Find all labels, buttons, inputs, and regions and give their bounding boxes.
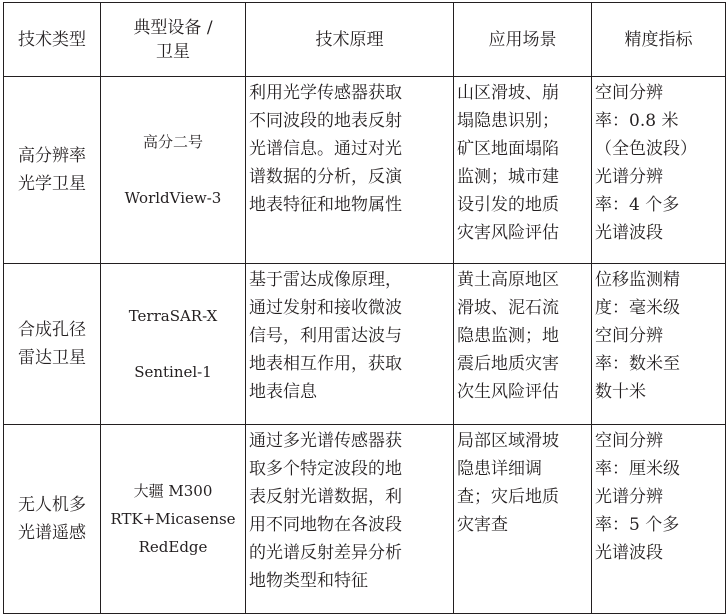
cell-line: 的光谱反射差异分析 — [249, 543, 402, 563]
cell-line: 隐患监测；地 — [457, 326, 559, 346]
cell-line: 大疆 M300 — [133, 482, 213, 500]
cell-line: 设引发的地质 — [457, 195, 559, 215]
cell-line: 高分辨率 — [18, 146, 86, 166]
principle-cell — [246, 264, 454, 425]
cell-line: 空间分辨 — [595, 83, 663, 103]
header-line: 精度指标 — [624, 29, 693, 50]
device-cell — [101, 77, 246, 264]
cell-line: 率：5 个多 — [595, 515, 680, 535]
cell-line: 不同波段的地表反射 — [249, 111, 402, 131]
cell-line: 灾害风险评估 — [457, 223, 559, 243]
cell-line: 地表特征和地物属性 — [249, 195, 402, 215]
precision-cell — [592, 264, 726, 425]
cell-line: 信号，利用雷达波与 — [249, 326, 402, 346]
cell-line: 合成孔径 — [18, 320, 86, 340]
device-cell — [101, 425, 246, 614]
geo-hazard-tech-table — [3, 2, 726, 614]
cell-line: 空间分辨 — [595, 326, 663, 346]
cell-line: 光谱分辨 — [595, 167, 663, 187]
principle-cell — [246, 77, 454, 264]
cell-line: WorldView-3 — [124, 189, 222, 207]
header-device — [101, 3, 246, 77]
cell-line: 雷达卫星 — [18, 348, 86, 368]
table-row — [4, 264, 726, 425]
cell-line: 通过多光谱传感器获 — [249, 431, 402, 451]
cell-line: 塌隐患识别； — [457, 111, 559, 131]
cell-line: 通过发射和接收微波 — [249, 298, 402, 318]
cell-line: TerraSAR-X — [128, 307, 218, 325]
header-line: 卫星 — [156, 41, 190, 62]
header-line: 技术类型 — [18, 29, 86, 50]
device-cell — [101, 264, 246, 425]
cell-line: 基于雷达成像原理， — [249, 270, 402, 290]
precision-cell — [592, 77, 726, 264]
tech-type-cell — [4, 425, 101, 614]
cell-line: 高分二号 — [142, 133, 203, 151]
table-row — [4, 425, 726, 614]
cell-line: 光谱分辨 — [595, 487, 663, 507]
scenario-cell — [454, 264, 592, 425]
cell-line: 震后地质灾害 — [457, 354, 559, 374]
cell-line: Sentinel-1 — [134, 363, 212, 381]
cell-line: 度：毫米级 — [595, 298, 680, 318]
header-precision — [592, 3, 726, 77]
cell-line: 无人机多 — [18, 495, 86, 515]
cell-line: 滑坡、泥石流 — [457, 298, 559, 318]
header-line: 应用场景 — [488, 29, 557, 50]
cell-line: 利用光学传感器获取 — [249, 83, 402, 103]
cell-line: 表反射光谱数据，利 — [249, 487, 402, 507]
cell-line: 矿区地面塌陷 — [457, 139, 559, 159]
cell-line: RedEdge — [138, 538, 208, 556]
cell-line: 率：数米至 — [595, 354, 680, 374]
header-principle — [246, 3, 454, 77]
cell-line: 隐患详细调 — [457, 459, 542, 479]
cell-line: （全色波段） — [595, 139, 697, 159]
cell-line: 率：4 个多 — [595, 195, 680, 215]
header-scenario — [454, 3, 592, 77]
line-gap — [101, 330, 245, 358]
scenario-cell — [454, 425, 592, 614]
cell-line: 率：0.8 米 — [595, 111, 679, 131]
cell-line: 局部区域滑坡 — [457, 431, 559, 451]
tech-type-cell — [4, 264, 101, 425]
table-row — [4, 77, 726, 264]
header-tech-type — [4, 3, 101, 77]
cell-line: 光谱波段 — [595, 543, 663, 563]
cell-line: 地表相互作用，获取 — [249, 354, 402, 374]
cell-line: 黄土高原地区 — [457, 270, 559, 290]
cell-line: 数十米 — [595, 382, 646, 402]
cell-line: 监测；城市建 — [457, 167, 559, 187]
cell-line: RTK+Micasense — [110, 510, 236, 528]
header-row — [4, 3, 726, 77]
cell-line: 光学卫星 — [18, 174, 86, 194]
cell-line: 地表信息 — [249, 382, 317, 402]
cell-line: 山区滑坡、崩 — [457, 83, 559, 103]
cell-line: 率：厘米级 — [595, 459, 680, 479]
cell-line: 地物类型和特征 — [249, 571, 368, 591]
cell-line: 取多个特定波段的地 — [249, 459, 402, 479]
cell-line: 次生风险评估 — [457, 382, 559, 402]
cell-line: 谱数据的分析，反演 — [249, 167, 402, 187]
cell-line: 光谱遥感 — [18, 523, 86, 543]
cell-line: 空间分辨 — [595, 431, 663, 451]
cell-line: 位移监测精 — [595, 270, 680, 290]
tech-type-cell — [4, 77, 101, 264]
cell-line: 光谱波段 — [595, 223, 663, 243]
cell-line: 灾害查 — [457, 515, 508, 535]
cell-line: 光谱信息。通过对光 — [249, 139, 402, 159]
header-line: 典型设备 / — [133, 17, 213, 38]
cell-line: 查；灾后地质 — [457, 487, 559, 507]
principle-cell — [246, 425, 454, 614]
line-gap — [101, 156, 245, 184]
precision-cell — [592, 425, 726, 614]
header-line: 技术原理 — [315, 29, 384, 50]
cell-line: 用不同地物在各波段 — [249, 515, 402, 535]
scenario-cell — [454, 77, 592, 264]
